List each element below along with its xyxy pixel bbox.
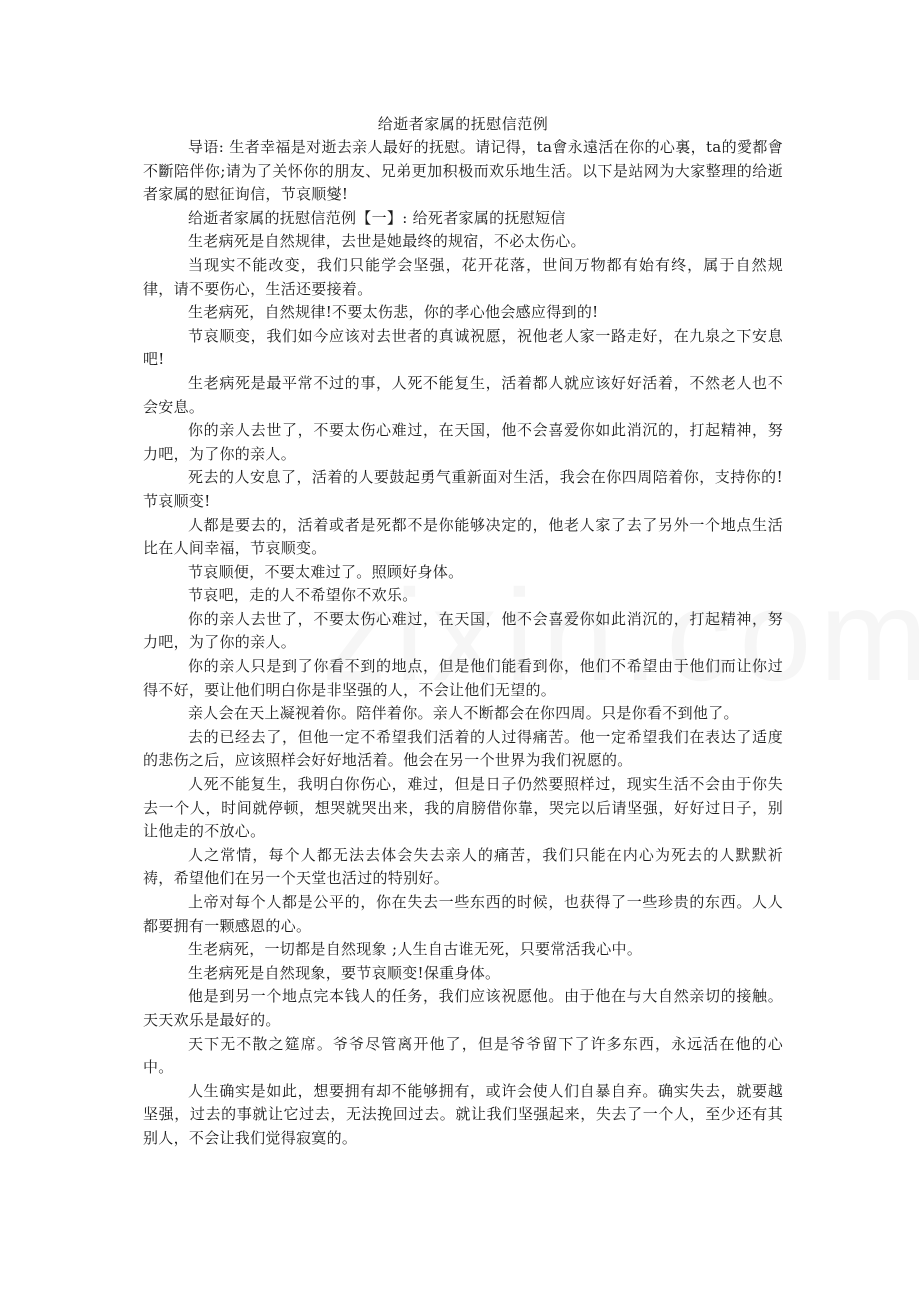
paragraph: 天下无不散之筵席。爷爷尽管离开他了，但是爷爷留下了许多东西，永远活在他的心中。 xyxy=(143,1034,783,1077)
paragraph: 生老病死是自然现象，要节哀顺变!保重身体。 xyxy=(188,963,501,982)
paragraph-intro: 导语: 生者幸福是对逝去亲人最好的抚慰。请记得，ta會永遠活在你的心裏，ta的愛都會不斷陪伴你;请为了关怀你的朋友、兄弟更加积极而欢乐地生活。以下是站网为大家整理的给逝者家属的慰征询信，节哀顺燮! xyxy=(143,138,783,204)
document-page xyxy=(143,112,783,1151)
paragraph: 节哀顺便，不要太难过了。照顾好身体。 xyxy=(188,562,464,581)
paragraph: 去的已经去了，但他一定不希望我们活着的人过得痛苦。他一定希望我们在表达了适度的悲伤之后，应该照样会好好地活着。他会在另一个世界为我们祝愿的。 xyxy=(143,727,783,770)
paragraph: 生老病死是最平常不过的事，人死不能复生，活着都人就应该好好活着，不然老人也不会安息。 xyxy=(143,373,783,416)
paragraph: 你的亲人去世了，不要太伤心难过，在天国，他不会喜爱你如此消沉的，打起精神，努力吧，为了你的亲人。 xyxy=(143,609,783,652)
paragraph: 你的亲人去世了，不要太伤心难过，在天国，他不会喜爱你如此消沉的，打起精神，努力吧，为了你的亲人。 xyxy=(143,421,783,463)
paragraph: 你的亲人只是到了你看不到的地点，但是他们能看到你，他们不希望由于他们而让你过得不好，要让他们明白你是非坚强的人，不会让他们无望的。 xyxy=(143,657,783,699)
paragraph: 生老病死，自然规律!不要太伤悲，你的孝心他会感应得到的! xyxy=(188,303,599,322)
paragraph: 人生确实是如此，想要拥有却不能够拥有，或许会使人们自暴自弃。确实失去，就要越坚强，过去的事就让它过去，无法挽回过去。就让我们坚强起来，失去了一个人，至少还有其别人，不会让我们觉得寂寞的。 xyxy=(143,1081,783,1147)
paragraph: 人死不能复生，我明白你伤心，难过，但是日子仍然要照样过，现实生活不会由于你失去一个人，时间就停顿，想哭就哭出来，我的肩膀借你靠，哭完以后请坚强，好好过日子，别让他走的不放心。 xyxy=(143,775,783,841)
paragraph: 他是到另一个地点完本钱人的任务，我们应该祝愿他。由于他在与大自然亲切的接触。天天欢乐是最好的。 xyxy=(143,987,783,1029)
paragraph: 当现实不能改变，我们只能学会坚强，花开花落，世间万物都有始有终，属于自然规律，请不要伤心，生活还要接着。 xyxy=(143,255,783,298)
paragraph: 节哀顺变，我们如今应该对去世者的真诚祝愿，祝他老人家一路走好，在九泉之下安息吧! xyxy=(143,326,783,369)
paragraph: 死去的人安息了，活着的人要鼓起勇气重新面对生活，我会在你四周陪着你，支持你的!节哀顺变! xyxy=(143,468,783,510)
paragraph: 亲人会在天上凝视着你。陪伴着你。亲人不断都会在你四周。只是你看不到他了。 xyxy=(188,704,739,723)
paragraph-section-heading: 给逝者家属的抚慰信范例【一】: 给死者家属的抚慰短信 xyxy=(188,208,566,227)
paragraph: 人都是要去的，活着或者是死都不是你能够决定的，他老人家了去了另外一个地点生活比在人间幸福，节哀顺变。 xyxy=(143,515,783,558)
paragraph: 节哀吧，走的人不希望你不欢乐。 xyxy=(188,586,418,605)
paragraph: 人之常情，每个人都无法去体会失去亲人的痛苦，我们只能在内心为死去的人默默祈祷，希望他们在另一个天堂也活过的特别好。 xyxy=(143,845,783,888)
paragraph: 上帝对每个人都是公平的，你在失去一些东西的时候，也获得了一些珍贵的东西。人人都要拥有一颗感恩的心。 xyxy=(143,893,783,935)
paragraph: 生老病死是自然规律，去世是她最终的规宿，不必太伤心。 xyxy=(188,232,586,251)
paragraph: 生老病死，一切都是自然现象 ;人生自古谁无死，只要常活我心中。 xyxy=(188,940,643,959)
document-title: 给逝者家属的抚慰信范例 xyxy=(377,115,549,133)
